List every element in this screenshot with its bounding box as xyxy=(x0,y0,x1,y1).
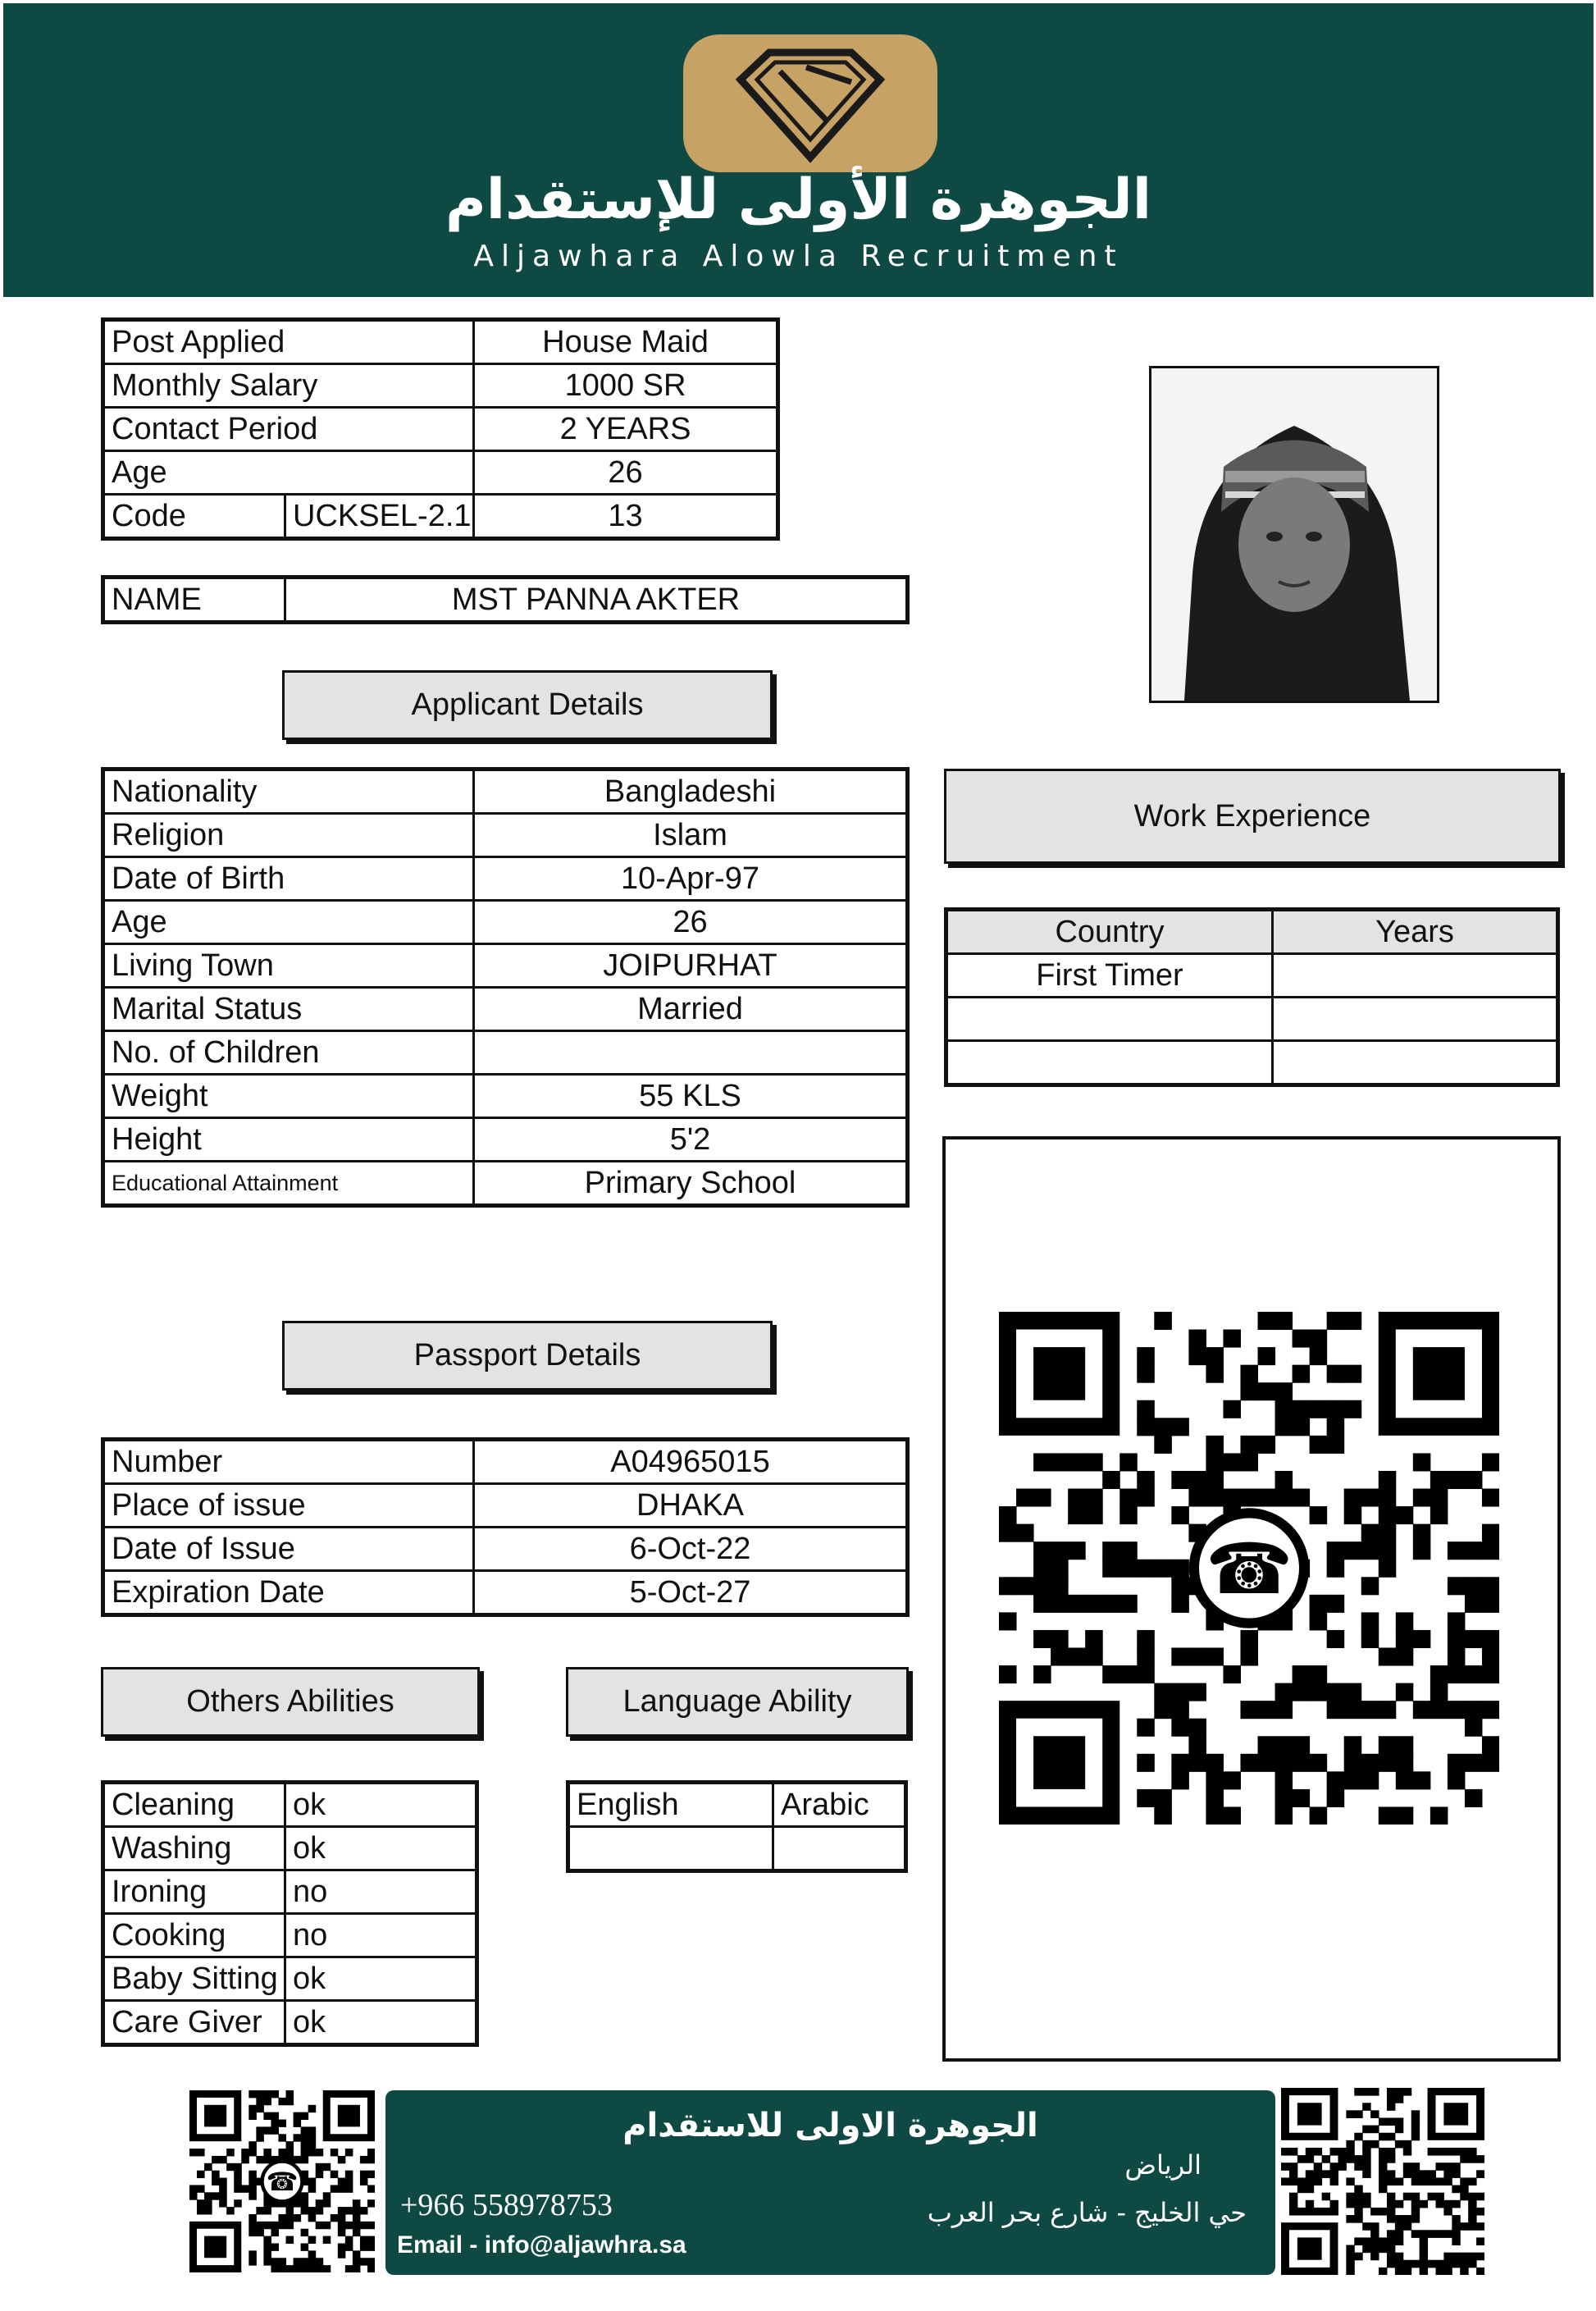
value-cell: House Maid xyxy=(474,320,778,364)
arabic-level xyxy=(773,1827,906,1871)
value-cell: 26 xyxy=(474,451,778,495)
language-english: English xyxy=(568,1783,773,1827)
table-row xyxy=(103,2001,477,2045)
table-row xyxy=(103,1783,477,1827)
company-name-arabic: الجوهرة الأولى للإستقدام xyxy=(445,167,1152,232)
label-cell: Height xyxy=(103,1118,474,1162)
whatsapp-qr-code[interactable] xyxy=(999,1312,1499,1825)
company-name-english: Aljawhara Alowla Recruitment xyxy=(473,240,1124,273)
whatsapp-icon xyxy=(1194,1513,1304,1623)
ability-value: ok xyxy=(285,1957,477,2001)
table-row xyxy=(103,1118,908,1162)
applicant-details-heading: Applicant Details xyxy=(282,670,773,740)
value-cell: 55 KLS xyxy=(474,1075,908,1118)
passport-details-table xyxy=(101,1437,910,1617)
value-cell: A04965015 xyxy=(474,1440,908,1484)
ability-label: Cleaning xyxy=(103,1783,285,1827)
value-cell: 5'2 xyxy=(474,1118,908,1162)
value-cell: 6-Oct-22 xyxy=(474,1528,908,1571)
language-arabic: Arabic xyxy=(773,1783,906,1827)
value-cell: DHAKA xyxy=(474,1484,908,1528)
table-row xyxy=(103,814,908,857)
value-cell: Married xyxy=(474,988,908,1031)
name-table xyxy=(101,575,910,624)
label-cell: Date of Birth xyxy=(103,857,474,901)
ability-label: Ironing xyxy=(103,1870,285,1914)
years-cell xyxy=(1273,954,1558,998)
footer-city: الرياض xyxy=(1124,2149,1202,2181)
work-experience-table xyxy=(944,907,1560,1087)
table-row xyxy=(103,1827,477,1870)
table-row xyxy=(103,364,778,408)
country-cell xyxy=(946,1041,1273,1085)
column-header-country: Country xyxy=(946,910,1273,954)
country-cell xyxy=(946,998,1273,1041)
table-row xyxy=(103,320,778,364)
applicant-name: MST PANNA AKTER xyxy=(285,578,908,623)
ability-value: no xyxy=(285,1870,477,1914)
ability-label: Care Giver xyxy=(103,2001,285,2045)
value-cell: Primary School xyxy=(474,1162,908,1206)
language-ability-table xyxy=(566,1780,908,1873)
others-abilities-table xyxy=(101,1780,479,2047)
value-cell: Islam xyxy=(474,814,908,857)
table-row xyxy=(103,408,778,451)
table-row xyxy=(103,770,908,814)
table-row xyxy=(103,1870,477,1914)
whatsapp-qr-panel xyxy=(942,1136,1561,2062)
table-row xyxy=(103,988,908,1031)
value-cell: 2 YEARS xyxy=(474,408,778,451)
job-info-table xyxy=(101,317,780,541)
name-label: NAME xyxy=(103,578,285,623)
label-cell: Contact Period xyxy=(103,408,474,451)
value-cell: JOIPURHAT xyxy=(474,944,908,988)
footer-company-name: الجوهرة الاولى للاستقدام xyxy=(622,2107,1038,2144)
code-label: Code xyxy=(103,495,285,539)
header-banner xyxy=(3,3,1594,297)
table-row xyxy=(103,1571,908,1615)
table-row xyxy=(103,578,908,623)
table-row xyxy=(103,1957,477,2001)
footer-whatsapp-qr-code[interactable] xyxy=(189,2090,375,2272)
applicant-photo xyxy=(1149,366,1439,703)
value-cell: 1000 SR xyxy=(474,364,778,408)
footer-phone[interactable]: +966 558978753 xyxy=(400,2188,613,2222)
label-cell: Religion xyxy=(103,814,474,857)
table-row xyxy=(568,1827,906,1871)
table-row xyxy=(103,1075,908,1118)
ability-label: Washing xyxy=(103,1827,285,1870)
table-row xyxy=(103,1914,477,1957)
value-cell xyxy=(474,1031,908,1075)
english-level xyxy=(568,1827,773,1871)
table-row xyxy=(946,998,1558,1041)
work-experience-heading: Work Experience xyxy=(944,769,1561,864)
table-row xyxy=(103,944,908,988)
whatsapp-icon xyxy=(262,2162,303,2202)
others-abilities-heading: Others Abilities xyxy=(101,1667,480,1737)
code-value: 13 xyxy=(474,495,778,539)
footer-contact-band xyxy=(385,2090,1275,2275)
table-row xyxy=(103,857,908,901)
footer-address: حي الخليج - شارع بحر العرب xyxy=(927,2197,1247,2228)
table-row xyxy=(946,1041,1558,1085)
ability-value: ok xyxy=(285,1783,477,1827)
label-cell: Age xyxy=(103,451,474,495)
table-row xyxy=(103,1484,908,1528)
table-row xyxy=(103,1528,908,1571)
label-cell: Expiration Date xyxy=(103,1571,474,1615)
applicant-details-table xyxy=(101,767,910,1208)
label-cell: Age xyxy=(103,901,474,944)
ability-value: ok xyxy=(285,1827,477,1870)
label-cell: Monthly Salary xyxy=(103,364,474,408)
label-cell: Number xyxy=(103,1440,474,1484)
label-cell: Weight xyxy=(103,1075,474,1118)
table-header-row xyxy=(946,910,1558,954)
label-cell: No. of Children xyxy=(103,1031,474,1075)
diamond-logo-icon xyxy=(683,34,937,172)
person-photo-icon xyxy=(1151,368,1437,701)
column-header-years: Years xyxy=(1273,910,1558,954)
ability-label: Cooking xyxy=(103,1914,285,1957)
value-cell: 5-Oct-27 xyxy=(474,1571,908,1615)
years-cell xyxy=(1273,998,1558,1041)
label-cell: Living Town xyxy=(103,944,474,988)
code-id: UCKSEL-2.1 xyxy=(285,495,474,539)
years-cell xyxy=(1273,1041,1558,1085)
value-cell: 26 xyxy=(474,901,908,944)
table-row xyxy=(103,495,778,539)
table-row xyxy=(103,1440,908,1484)
svg-text:☎: ☎ xyxy=(1205,1529,1293,1610)
label-cell: Post Applied xyxy=(103,320,474,364)
svg-text:☎: ☎ xyxy=(266,2167,299,2198)
table-header-row xyxy=(568,1783,906,1827)
table-row xyxy=(103,901,908,944)
ability-value: ok xyxy=(285,2001,477,2045)
label-cell: Place of issue xyxy=(103,1484,474,1528)
footer-location-qr-code[interactable] xyxy=(1281,2088,1484,2275)
country-cell: First Timer xyxy=(946,954,1273,998)
label-cell: Educational Attainment xyxy=(103,1162,474,1206)
table-row xyxy=(946,954,1558,998)
ability-label: Baby Sitting xyxy=(103,1957,285,2001)
ability-value: no xyxy=(285,1914,477,1957)
passport-details-heading: Passport Details xyxy=(282,1321,773,1391)
value-cell: Bangladeshi xyxy=(474,770,908,814)
company-logo xyxy=(683,34,937,172)
table-row xyxy=(103,1031,908,1075)
label-cell: Marital Status xyxy=(103,988,474,1031)
table-row xyxy=(103,451,778,495)
footer-email[interactable]: Email - info@aljawhra.sa xyxy=(397,2231,686,2258)
table-row xyxy=(103,1162,908,1206)
value-cell: 10-Apr-97 xyxy=(474,857,908,901)
language-ability-heading: Language Ability xyxy=(566,1667,909,1737)
label-cell: Date of Issue xyxy=(103,1528,474,1571)
label-cell: Nationality xyxy=(103,770,474,814)
